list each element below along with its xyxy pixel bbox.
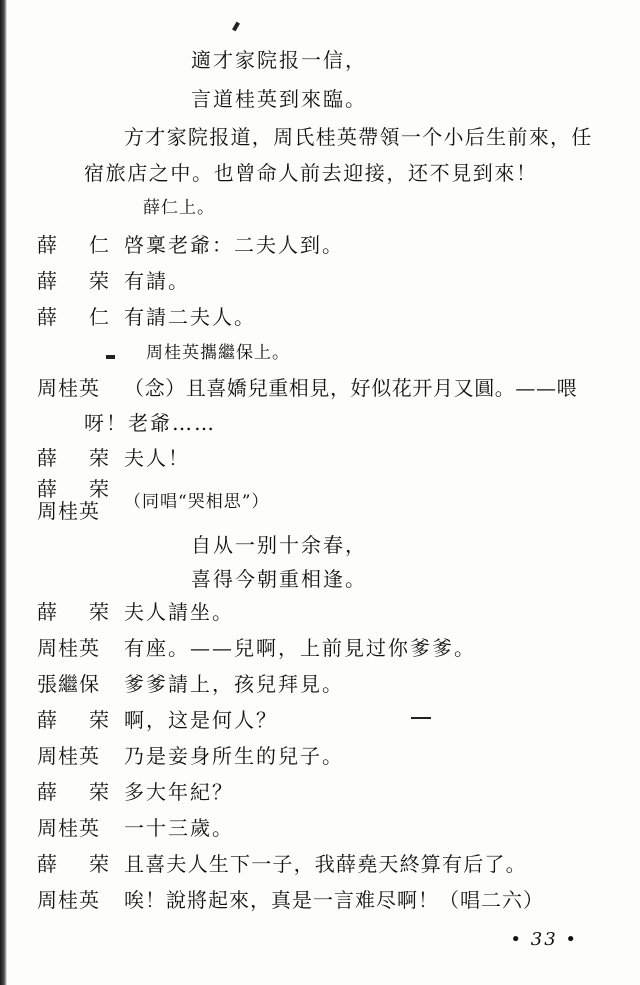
speaker-name: 周桂英 bbox=[37, 888, 100, 912]
dialogue-text: 多大年紀？ bbox=[124, 780, 234, 804]
speaker-name: 薛 荣 bbox=[37, 852, 115, 876]
speaker-name: 薛 荣 bbox=[37, 780, 115, 804]
speaker-name: 薛 仁 bbox=[37, 305, 115, 329]
verse-line: 喜得今朝重相逢。 bbox=[191, 567, 367, 591]
verse-line: 言道桂英到來臨。 bbox=[191, 87, 367, 111]
verse-line: 適才家院报一信， bbox=[191, 48, 367, 72]
speaker-name: 薛 荣 bbox=[37, 477, 115, 501]
prose-line: 宿旅店之中。也曾命人前去迎接，还不見到來！ bbox=[84, 161, 538, 185]
dialogue-text: 有座。——兒啊，上前見过你爹爹。 bbox=[124, 636, 476, 660]
dialogue-text: 呀！老爺…… bbox=[84, 411, 216, 435]
dialogue-text: 唉！說將起來，真是一言难尽啊！（唱二六） bbox=[124, 888, 544, 912]
dialogue-text: 啊，这是何人？ bbox=[124, 708, 278, 732]
binding-edge bbox=[0, 0, 7, 985]
speaker-name: 周桂英 bbox=[37, 499, 100, 523]
speaker-name: 周桂英 bbox=[37, 816, 100, 840]
dialogue-text: 夫人！ bbox=[124, 446, 190, 470]
speaker-name: 張繼保 bbox=[37, 672, 100, 696]
speaker-name: 薛 荣 bbox=[37, 446, 115, 470]
ink-speck bbox=[232, 22, 240, 32]
ink-speck bbox=[106, 355, 115, 359]
ink-speck bbox=[411, 717, 431, 719]
dialogue-text: 啓稟老爺：二夫人到。 bbox=[124, 233, 344, 257]
speaker-name: 薛 仁 bbox=[37, 233, 115, 257]
prose-line: 方才家院报道，周氏桂英帶領一个小后生前來，任 bbox=[124, 125, 593, 149]
stage-direction: （同唱“哭相思”） bbox=[124, 492, 270, 512]
dialogue-text: 有請二夫人。 bbox=[124, 305, 256, 329]
speaker-name: 周桂英 bbox=[37, 744, 100, 768]
dialogue-text: 乃是妾身所生的兒子。 bbox=[124, 744, 344, 768]
dialogue-text: 夫人請坐。 bbox=[124, 600, 234, 624]
dialogue-text: 且喜夫人生下一子，我薛堯天終算有后了。 bbox=[124, 852, 527, 876]
dialogue-text: 爹爹請上，孩兒拜見。 bbox=[124, 672, 344, 696]
speaker-name: 薛 荣 bbox=[37, 708, 115, 732]
speaker-name: 周桂英 bbox=[37, 376, 100, 400]
speaker-name: 薛 荣 bbox=[37, 269, 115, 293]
verse-line: 自从一别十余春， bbox=[191, 533, 367, 557]
page-number: • 33 • bbox=[510, 929, 578, 950]
stage-direction: 薛仁上。 bbox=[143, 198, 215, 218]
stage-direction: 周桂英攜繼保上。 bbox=[146, 343, 290, 363]
speaker-name: 薛 荣 bbox=[37, 600, 115, 624]
speaker-name: 周桂英 bbox=[37, 636, 100, 660]
dialogue-text: 有請。 bbox=[124, 269, 190, 293]
dialogue-text: （念）且喜嬌兒重相見，好似花开月又圓。——喂 bbox=[124, 376, 578, 400]
dialogue-text: 一十三歲。 bbox=[124, 816, 234, 840]
